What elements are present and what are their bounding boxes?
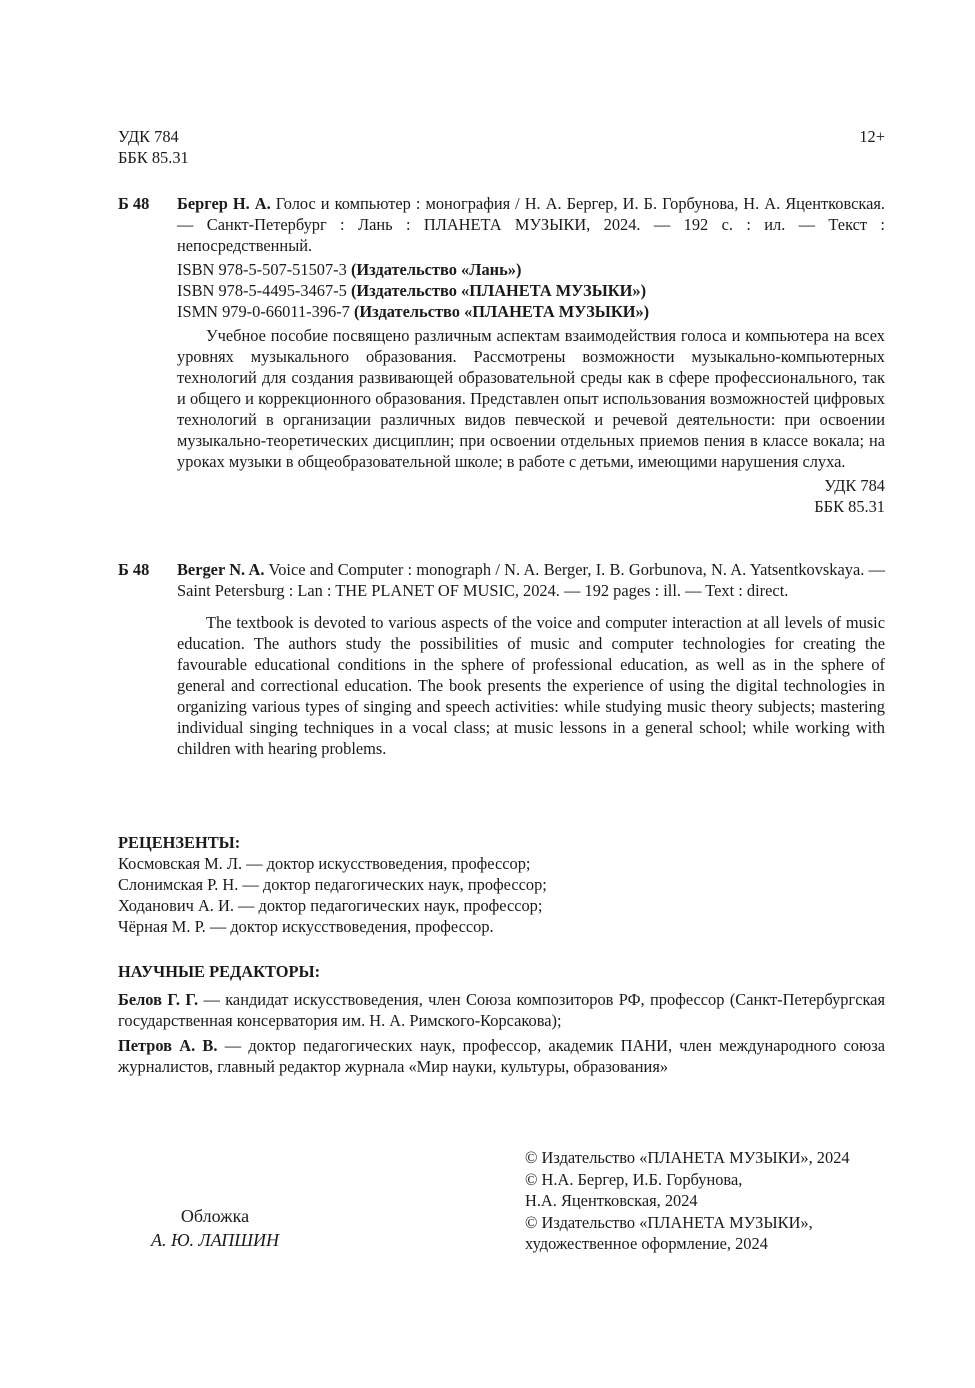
en-record bbox=[177, 559, 885, 759]
copyright-line: © Издательство «ПЛАНЕТА МУЗЫКИ», bbox=[525, 1212, 813, 1232]
editor-name: Петров А. В. bbox=[118, 1036, 218, 1055]
editors-section bbox=[118, 961, 885, 1077]
isbn-publisher: (Издательство «Лань») bbox=[350, 260, 522, 279]
reviewers-section bbox=[118, 832, 885, 937]
copyright-line: художественное оформление, 2024 bbox=[525, 1234, 768, 1253]
en-bibliographic-entry bbox=[177, 559, 885, 601]
editor-text: — кандидат искусствоведения, член Союза композиторов РФ, профессор (Санкт-Петербургская государственная консерватория им. Н. А. Римского-Корсакова); bbox=[118, 990, 885, 1030]
ismn-line bbox=[177, 301, 885, 322]
isbn-number: ISBN 978-5-4495-3467-5 bbox=[177, 281, 347, 300]
copyright-line: Н.А. Яцентковская, 2024 bbox=[525, 1191, 698, 1210]
isbn-line bbox=[177, 280, 885, 301]
bbk-code: ББК 85.31 bbox=[118, 148, 189, 167]
age-rating: 12+ bbox=[859, 127, 885, 146]
cover-artist: А. Ю. ЛАПШИН bbox=[150, 1230, 280, 1250]
ru-abstract: Учебное пособие посвящено различным аспектам взаимодействия голоса и компьютера на всех уровнях музыкального образования. Рассмотрены возможности музыкально-компьютерных технологий для создания развивающей образовательной среды как в сфере профессионального, так и общего и коррекционного образования. Представлен опыт использования возможностей цифровых технологий в организации различных видов певческой и речевой деятельности: при освоении музыкально-теоретических дисциплин; при освоении отдельных приемов пения в классе вокала; на уроках музыки в общеобразовательной школе; в работе с детьми, имеющими нарушения слуха. bbox=[177, 326, 885, 471]
cover-credit bbox=[130, 1204, 300, 1252]
ru-bbk: ББК 85.31 bbox=[814, 497, 885, 516]
editor-item bbox=[118, 1035, 885, 1077]
editors-title: НАУЧНЫЕ РЕДАКТОРЫ: bbox=[118, 962, 321, 981]
en-record-code: Б 48 bbox=[118, 560, 150, 579]
ru-description: Голос и компьютер : монография / Н. А. Бергер, И. Б. Горбунова, Н. А. Яцентковская.— Санкт-Петербург : Лань : ПЛАНЕТА МУЗЫКИ, 2024. — 192 с. : ил. — Текст : непосредственный. bbox=[177, 194, 885, 255]
en-author: Berger N. A. bbox=[177, 560, 265, 579]
isbn-number: ISBN 978-5-507-51507-3 bbox=[177, 260, 347, 279]
editor-text: — доктор педагогических наук, профессор, академик ПАНИ, член международного союза журналистов, главный редактор журнала «Мир науки, культуры, образования» bbox=[118, 1036, 885, 1076]
reviewer-item: Слонимская Р. Н. — доктор педагогических наук, профессор; bbox=[118, 875, 547, 894]
copyright-line: © Н.А. Бергер, И.Б. Горбунова, bbox=[525, 1169, 743, 1189]
ismn-number: ISMN 979-0-66011-396-7 bbox=[177, 302, 350, 321]
copyright-line: © Издательство «ПЛАНЕТА МУЗЫКИ», 2024 bbox=[525, 1148, 850, 1167]
isbn-publisher: (Издательство «ПЛАНЕТА МУЗЫКИ») bbox=[350, 281, 647, 300]
ru-bibliographic-entry bbox=[177, 193, 885, 256]
en-description: Voice and Computer : monograph / N. A. Berger, I. B. Gorbunova, N. A. Yatsentkovskaya. — Saint Petersburg : Lan : THE PLANET OF MUSIC, 2024. — 192 pages : ill. — Text : direct. bbox=[177, 560, 886, 600]
isbn-line bbox=[177, 259, 885, 280]
copyright-block bbox=[525, 1147, 850, 1255]
ru-udk: УДК 784 bbox=[824, 476, 885, 495]
ismn-publisher: (Издательство «ПЛАНЕТА МУЗЫКИ») bbox=[353, 302, 650, 321]
ru-author: Бергер Н. А. bbox=[177, 194, 271, 213]
isbn-list bbox=[177, 259, 885, 322]
editor-item bbox=[118, 989, 885, 1031]
udk-code: УДК 784 bbox=[118, 127, 179, 146]
editor-name: Белов Г. Г. bbox=[118, 990, 199, 1009]
reviewers-title: РЕЦЕНЗЕНТЫ: bbox=[118, 833, 241, 852]
reviewer-item: Космовская М. Л. — доктор искусствоведения, профессор; bbox=[118, 854, 531, 873]
classification-header bbox=[118, 126, 189, 168]
cover-label: Обложка bbox=[180, 1206, 250, 1226]
ru-record bbox=[177, 193, 885, 517]
reviewer-item: Чёрная М. Р. — доктор искусствоведения, профессор. bbox=[118, 917, 494, 936]
en-abstract: The textbook is devoted to various aspects of the voice and computer interaction at all levels of music education. The authors study the possibilities of music and computer technologies for creating the favourable educational conditions in the sphere of professional education, as well as in the sphere of general and correctional education. The book presents the experience of using the digital technologies in organizing various types of singing and speech activities: while studying music theory subjects; mastering individual singing techniques in a vocal class; at music lessons in a general school; while working with children with hearing problems. bbox=[177, 613, 885, 758]
reviewer-item: Ходанович А. И. — доктор педагогических наук, профессор; bbox=[118, 896, 543, 915]
ru-record-code: Б 48 bbox=[118, 194, 150, 213]
